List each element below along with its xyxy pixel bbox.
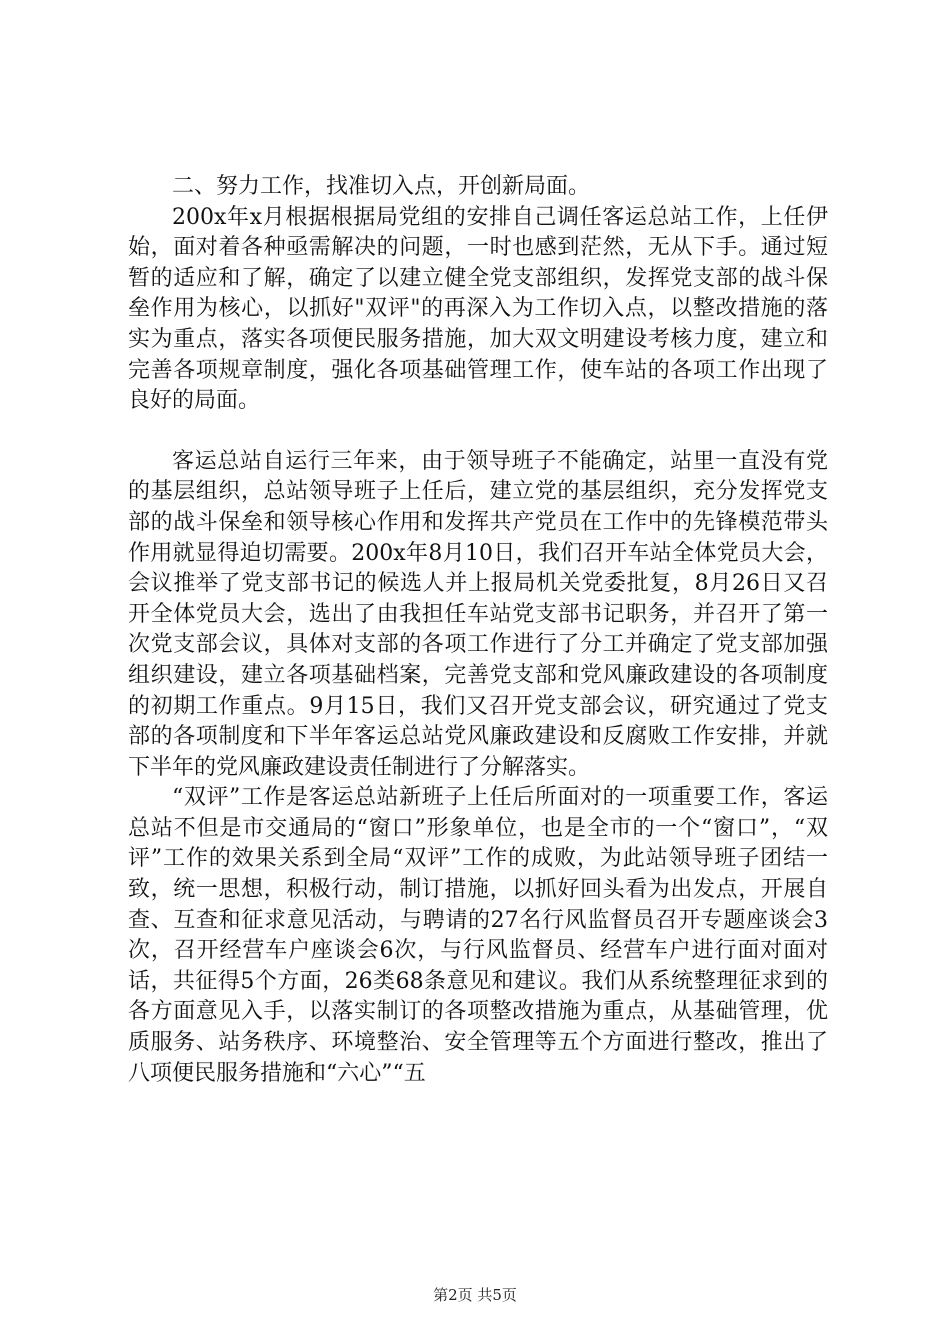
page-footer: 第2页 共5页 — [433, 1286, 517, 1304]
section-heading: 二、努力工作，找准切入点，开创新局面。 — [172, 174, 591, 199]
paragraph-intro: 200x年x月根据根据局党组的安排自己调任客运总站工作，上任伊始，面对着各种亟需解决的问题，一时也感到茫然，无从下手。通过短暂的适应和了解，确定了以建立健全党支部组织，发挥党支部的战斗保垒作用为核心，以抓好"双评"的再深入为工作切入点，以整改措施的落实为重点，落实各项便民服务措施，加大双文明建设考核力度，建立和完善各项规章制度，强化各项基础管理工作，使车站的各项工作出现了良好的局面。 — [128, 204, 828, 414]
paragraph-party-branch: 客运总站自运行三年来，由于领导班子不能确定，站里一直没有党的基层组织，总站领导班子上任后，建立党的基层组织，充分发挥党支部的战斗保垒和领导核心作用和发挥共产党员在工作中的先锋模范带头作用就显得迫切需要。200x年8月10日，我们召开车站全体党员大会，会议推举了党支部书记的候选人并上报局机关党委批复，8月26日又召开全体党员大会，选出了由我担任车站党支部书记职务，并召开了第一次党支部会议，具体对支部的各项工作进行了分工并确定了党支部加强组织建设，建立各项基础档案，完善党支部和党风廉政建设的各项制度的初期工作重点。9月15日，我们又召开党支部会议，研究通过了党支部的各项制度和下半年客运总站党风廉政建设和反腐败工作安排，并就下半年的党风廉政建设责任制进行了分解落实。 — [128, 448, 828, 780]
document-body — [128, 172, 828, 1089]
paragraph-double-evaluation: “双评”工作是客运总站新班子上任后所面对的一项重要工作，客运总站不但是市交通局的“窗口”形象单位，也是全市的一个“窗口”，“双评”工作的效果关系到全局“双评”工作的成败，为此站领导班子团结一致，统一思想，积极行动，制订措施，以抓好回头看为出发点，开展自查、互查和征求意见活动，与聘请的27名行风监督员召开专题座谈会3次，召开经营车户座谈会6次，与行风监督员、经营车户进行面对面对话，共征得5个方面，26类68条意见和建议。我们从系统整理征求到的各方面意见入手，以落实制订的各项整改措施为重点，从基础管理，优质服务、站务秩序、环境整治、安全管理等五个方面进行整改，推出了八项便民服务措施和“六心”“五 — [128, 785, 828, 1086]
